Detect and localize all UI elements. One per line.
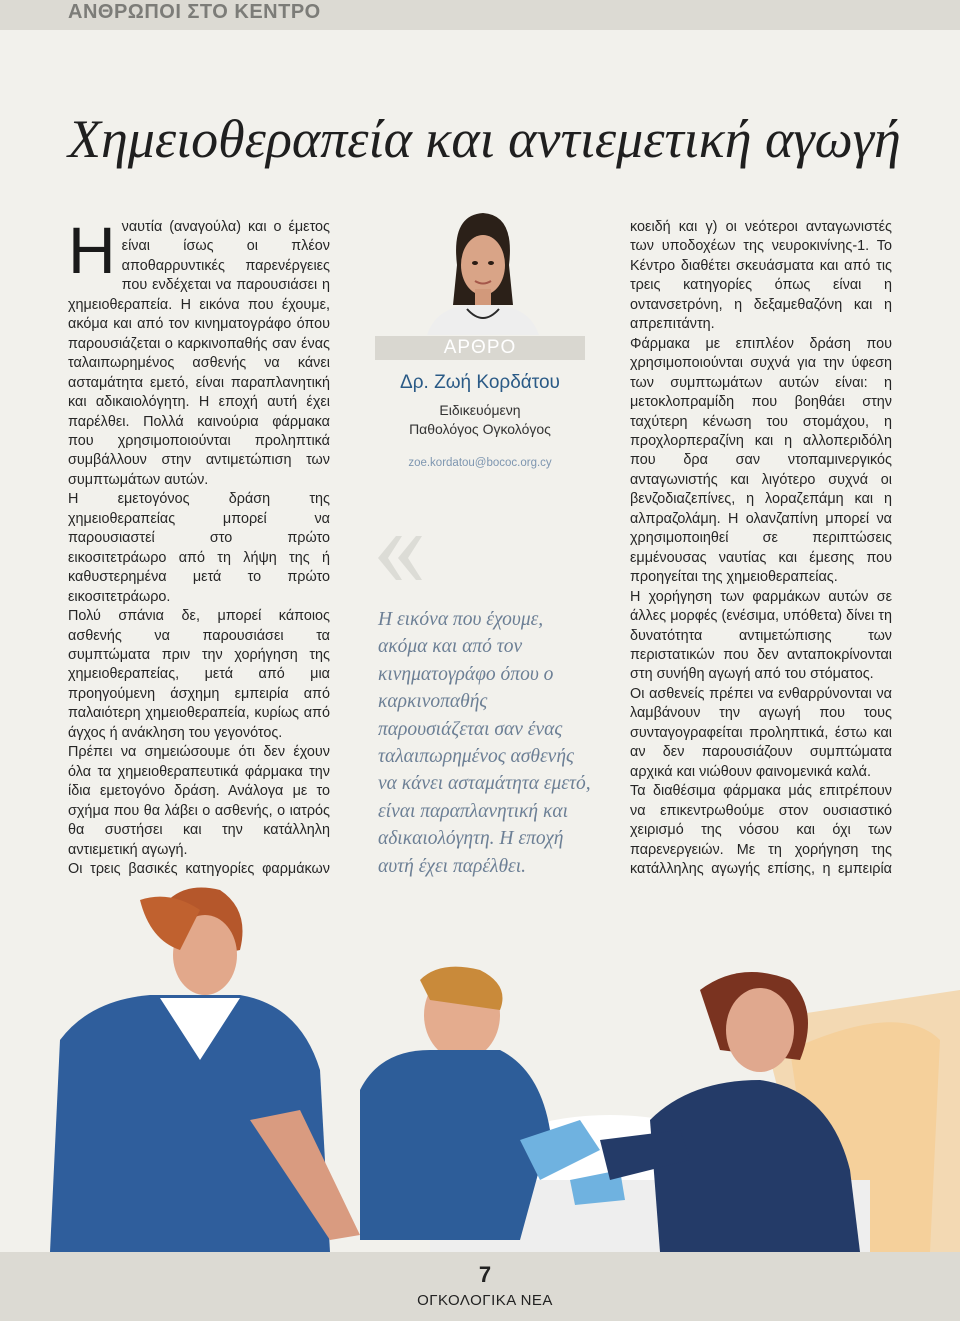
- author-portrait: [417, 205, 547, 335]
- paragraph-6: κοειδή και γ) οι νεότεροι ανταγωνιστές των υποδοχέων της νευροκινίνης-1. Το Κέντρο διαθέτει σκευάσματα και από τις τρεις κατηγορίες όπως είναι η οντανσετρόνη, η δεξαμεθαζόνη και η απρεπιτάντη.: [630, 219, 892, 333]
- paragraph-text: ναυτία (αναγούλα) και ο έμετος είναι ίσως οι πλέον αποθαρρυντικές παρενέργειες που ενδέχεται να παρουσιάσει η χημειοθεραπεία. Η εικόνα που έχουμε, ακόμα και από τον κινηματογράφο όπου παρουσιάζεται ο καρκινοπαθής σαν ένας ταλαιπωρημένος ασθενής να κάνει ασταμάτητα εμετό, είναι παραπλανητική και αδικαιολόγητη. Η εποχή αυτή έχει παρέλθει. Πολλά καινούρια φάρμακα που χρησιμοποιούνται προληπτικά συμβάλλουν στην αντιμετώπιση των συμπτωμάτων αυτών.: [68, 219, 330, 488]
- specialty-line-1: Ειδικευόμενη: [439, 402, 521, 418]
- paragraph-3: Πολύ σπάνια δε, μπορεί κάποιος ασθενής να παρουσιάσει τα συμπτώματα πριν την χορήγηση της χημειοθεραπείας, μετά από μια προηγούμενη άσχημη εμπειρία από παλαιότερη χημειοθεραπεία, κυρίως από άγχος ή ανάκληση του γεγονότος.: [68, 608, 330, 741]
- drop-cap: Η: [68, 213, 116, 287]
- paragraph-8: Η χορήγηση των φαρμάκων αυτών σε άλλες μορφές (ενέσιμα, υπόθετα) δίνει τη δυνατότητα αντιμετώπισης των περιστατικών που δεν ανταποκρίνονται στη συνήθη αγωγή από του στόματος.: [630, 588, 892, 683]
- article-label-bar: [375, 336, 585, 360]
- paragraph-10: Τα διαθέσιμα φάρμακα μάς επιτρέπουν να επικεντρωθούμε στον ουσιαστικό χειρισμό της νόσου και όχι των παρενεργειών. Με τη χορήγηση της κατάλληλης αγωγής επίσης, η εμπειρία: [630, 783, 892, 877]
- paragraph-9: Οι ασθενείς πρέπει να ενθαρρύνονται να λαμβάνουν την αγωγή που τους συνταγογραφείται προληπτικά, έστω και αν δεν παρουσιάζουν συμπτώματα αρχικά και νιώθουν φαινομενικά καλά.: [630, 685, 892, 780]
- page-number: 7: [478, 1262, 492, 1287]
- magazine-name: ΟΓΚΟΛΟΓΙΚΑ ΝΕΑ: [417, 1292, 553, 1309]
- paragraph-4: Πρέπει να σημειώσουμε ότι δεν έχουν όλα τα χημειοθεραπευτικά φάρμακα την ίδια εμετογόνο δράση. Ανάλογα με το σχήμα που θα λάβει ο ασθενής, ο ιατρός θα συστήσει και την κατάλληλη αντιεμετική αγωγή.: [68, 744, 330, 858]
- treatment-photo: [0, 880, 960, 1252]
- paragraph-7: Φάρμακα με επιπλέον δράση που χρησιμοποιούνται συχνά για την ύφεση των συμπτωμάτων αυτών είναι: η μετοκλοπραμίδη που βοηθάει στην ταχύτερη κένωση του στομάχου, η προχλορπεραζίνη και η αλλοπεριδόλη που δρα σαν ντοπαμινεργικός ανταγωνιστής και λιγότερο συχνά οι βενζοδιαζεπίνες, η λοραζεπάμη και η αλπραζολάμη. Η ολανζαπίνη μπορεί να χρησιμοποιηθεί σε περιπτώσεις εμμένουσας ναυτίας και έμεσης που προηγείται της χημειοθεραπείας.: [630, 335, 892, 586]
- paragraph-5: Οι τρεις βασικές κατηγορίες φαρμάκων: [68, 860, 330, 877]
- article-label: ΑΡΘΡΟ: [443, 337, 517, 358]
- section-label: ΑΝΘΡΩΠΟΙ ΣΤΟ ΚΕΝΤΡΟ: [68, 1, 321, 23]
- paragraph-1: [68, 213, 330, 490]
- article-column-1: [68, 213, 330, 977]
- author-name: Δρ. Ζωή Κορδάτου: [400, 372, 560, 393]
- author-email[interactable]: zoe.kordatou@bococ.org.cy: [408, 457, 552, 469]
- article-column-3: [630, 218, 892, 918]
- paragraph-2: Η εμετογόνος δράση της χημειοθεραπείας μπορεί να παρουσιαστεί στο πρώτο εικοσιτετράωρο από τη λήψη της ή καθυστερημένα μετά το πρώτο εικοσιτετράωρο.: [68, 491, 330, 605]
- quote-mark-icon: [374, 528, 424, 588]
- pull-quote: Η εικόνα που έχουμε, ακόμα και από τον κινηματογράφο όπου ο καρκινοπαθής παρουσιάζεται σαν ένας ταλαιπωρημένος ασθενής να κάνει ασταμάτητα εμετό, είναι παραπλανητική και αδικαιολόγητη. Η εποχή αυτή έχει παρέλθει.: [378, 609, 591, 877]
- author-specialty: [375, 401, 585, 439]
- specialty-line-2: Παθολόγος Ογκολόγος: [409, 421, 551, 437]
- article-title: Χημειοθεραπεία και αντιεμετική αγωγή: [68, 109, 901, 169]
